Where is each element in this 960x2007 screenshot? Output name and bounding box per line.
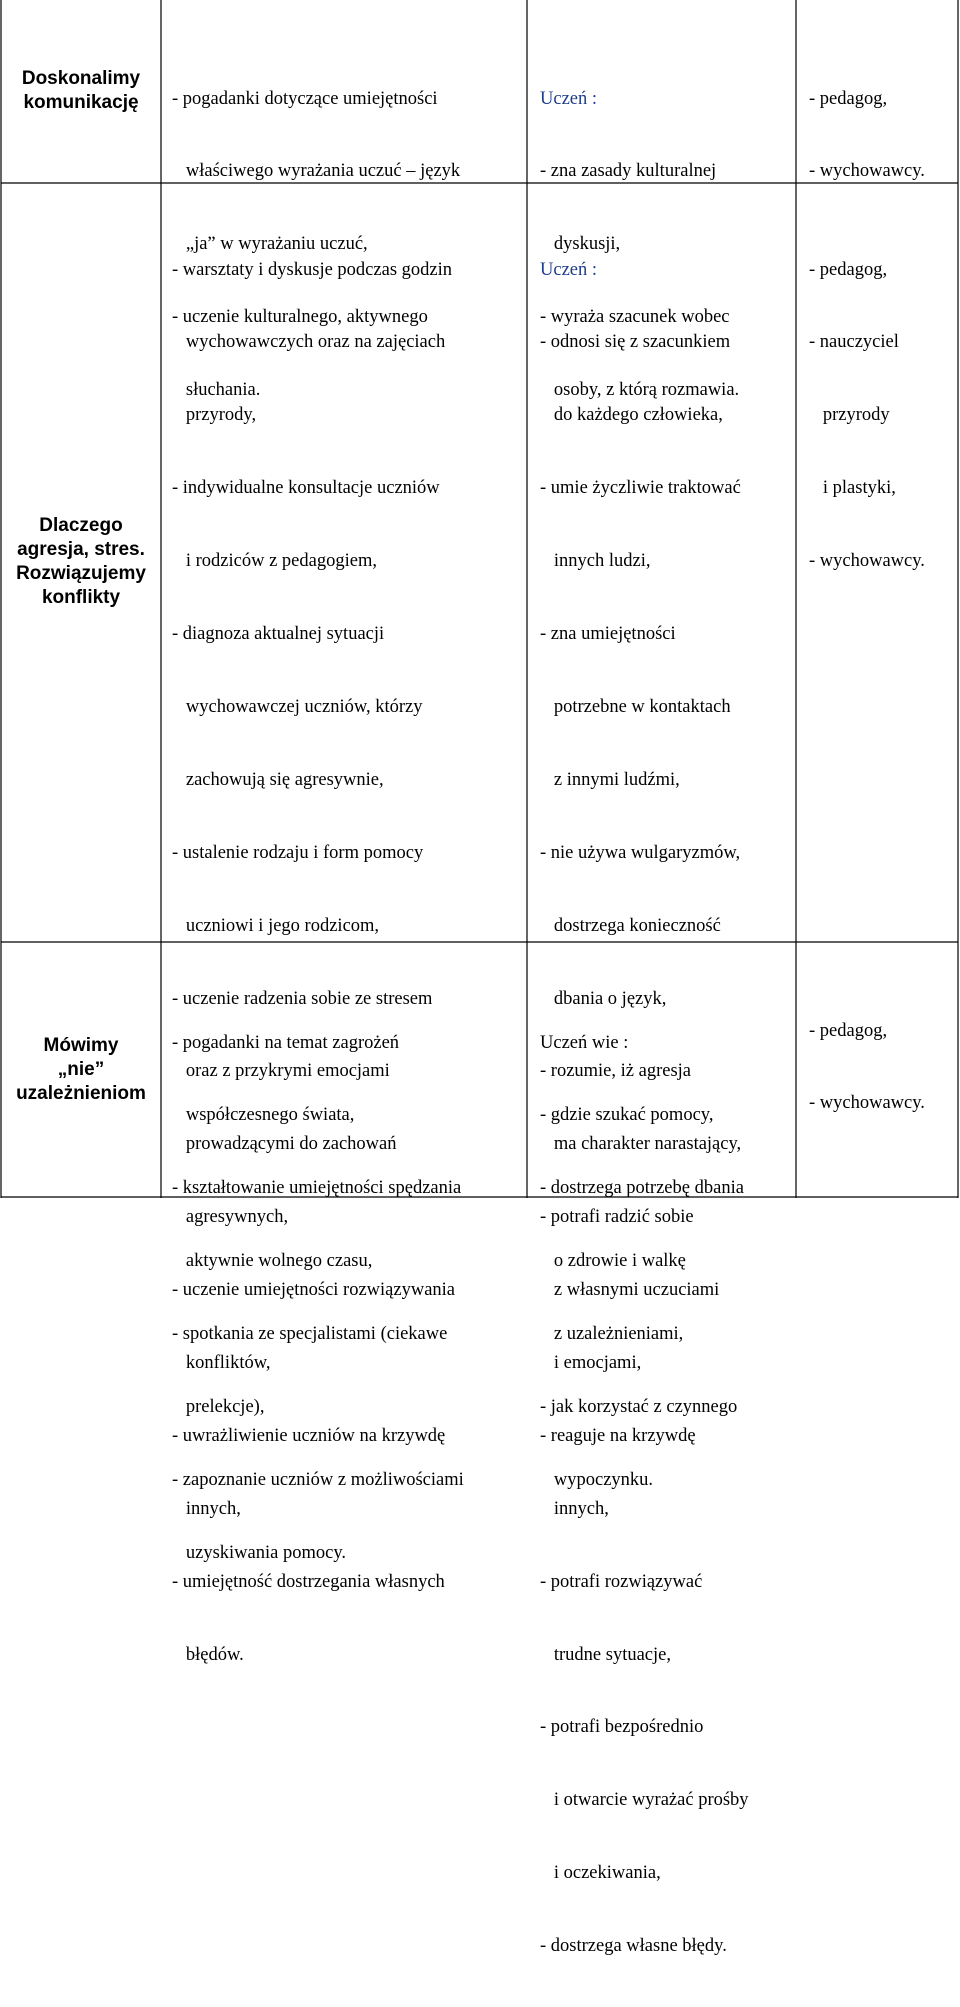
activity-line: - diagnoza aktualnej sytuacji bbox=[172, 624, 385, 645]
outcome-line: Uczeń : bbox=[540, 259, 598, 280]
topic-line: komunikację bbox=[23, 92, 139, 113]
outcome-line: wypoczynku. bbox=[540, 1469, 654, 1490]
outcome-line: dostrzega konieczność bbox=[540, 915, 721, 936]
outcome-line: dbania o język, bbox=[540, 988, 667, 1009]
outcome-line: - zna umiejętności bbox=[540, 624, 676, 645]
responsible-line: - wychowawcy. bbox=[809, 1093, 925, 1114]
responsible-line: - nauczyciel bbox=[809, 332, 899, 353]
topic-line: uzależnieniom bbox=[16, 1083, 146, 1104]
outcome-line: trudne sytuacje, bbox=[540, 1644, 671, 1665]
activity-line: agresywnych, bbox=[172, 1207, 289, 1228]
responsible-line: - wychowawcy. bbox=[809, 551, 925, 572]
responsible-line: - pedagog, bbox=[809, 259, 888, 280]
outcome-line: - jak korzystać z czynnego bbox=[540, 1397, 738, 1418]
outcome-line: z własnymi uczuciami bbox=[540, 1280, 720, 1301]
topic-line: „nie” bbox=[57, 1059, 105, 1080]
outcome-line: - umie życzliwie traktować bbox=[540, 478, 741, 499]
activity-line: wychowawczej uczniów, którzy bbox=[172, 696, 423, 717]
activity-line: - ustalenie rodzaju i form pomocy bbox=[172, 842, 424, 863]
activity-line: - uczenie umiejętności rozwiązywania bbox=[172, 1280, 456, 1301]
activity-line: błędów. bbox=[172, 1644, 244, 1665]
outcome-line: - potrafi radzić sobie bbox=[540, 1207, 694, 1228]
outcome-line: innych ludzi, bbox=[540, 551, 651, 572]
outcome-line: z uzależnieniami, bbox=[540, 1324, 684, 1345]
outcome-line: - gdzie szukać pomocy, bbox=[540, 1105, 714, 1126]
activity-line: oraz z przykrymi emocjami bbox=[172, 1061, 390, 1082]
activity-line: - kształtowanie umiejętności spędzania bbox=[172, 1178, 462, 1199]
activity-line: - umiejętność dostrzegania własnych bbox=[172, 1571, 445, 1592]
responsible-line: - wychowawcy. bbox=[809, 161, 925, 182]
outcome-line: - odnosi się z szacunkiem bbox=[540, 332, 731, 353]
activity-line: słuchania. bbox=[172, 380, 261, 401]
outcome-line: dyskusji, bbox=[540, 234, 621, 255]
outcome-line: Uczeń wie : bbox=[540, 1032, 629, 1053]
outcome-line: - zna zasady kulturalnej bbox=[540, 161, 717, 182]
responsible-line: i plastyki, bbox=[809, 478, 896, 499]
activity-line: zachowują się agresywnie, bbox=[172, 769, 384, 790]
outcome-line: do każdego człowieka, bbox=[540, 405, 723, 426]
activity-line: i rodziców z pedagogiem, bbox=[172, 551, 377, 572]
activity-line: prowadzącymi do zachowań bbox=[172, 1134, 397, 1155]
row-3-topic bbox=[2, 1034, 160, 1106]
outcome-line: - nie używa wulgaryzmów, bbox=[540, 842, 741, 863]
activity-line: - warsztaty i dyskusje podczas godzin bbox=[172, 259, 452, 280]
topic-line: Rozwiązujemy bbox=[16, 563, 146, 584]
activity-line: aktywnie wolnego czasu, bbox=[172, 1251, 373, 1272]
topic-line: Doskonalimy bbox=[21, 68, 141, 89]
topic-line: agresja, stres. bbox=[17, 539, 145, 560]
row-2-responsible bbox=[809, 209, 925, 622]
activity-line: innych, bbox=[172, 1498, 241, 1519]
outcome-line: - dostrzega potrzebę dbania bbox=[540, 1178, 744, 1199]
outcome-line: - wyraża szacunek wobec bbox=[540, 307, 730, 328]
outcome-line: - reaguje na krzywdę bbox=[540, 1425, 696, 1446]
activity-line: - zapoznanie uczniów z możliwościami bbox=[172, 1469, 464, 1490]
topic-line: konflikty bbox=[41, 587, 121, 608]
topic-line: Dlaczego bbox=[39, 515, 123, 536]
row-1-responsible bbox=[809, 38, 925, 232]
activity-line: współczesnego świata, bbox=[172, 1105, 355, 1126]
activity-line: - uczenie radzenia sobie ze stresem bbox=[172, 988, 433, 1009]
row-1-topic bbox=[2, 67, 160, 115]
activity-line: „ja” w wyrażaniu uczuć, bbox=[172, 234, 368, 255]
activity-line: - uczenie kulturalnego, aktywnego bbox=[172, 307, 428, 328]
outcome-line: innych, bbox=[540, 1498, 609, 1519]
activity-line: - pogadanki dotyczące umiejętności bbox=[172, 88, 438, 109]
responsible-line: - pedagog, bbox=[809, 1020, 888, 1041]
outcome-line: i otwarcie wyrażać prośby bbox=[540, 1790, 749, 1811]
outcome-line: - potrafi bezpośrednio bbox=[540, 1717, 704, 1738]
responsible-line: przyrody bbox=[809, 405, 890, 426]
outcome-line: i oczekiwania, bbox=[540, 1863, 661, 1884]
outcome-line: - rozumie, iż agresja bbox=[540, 1061, 692, 1082]
outcome-line: o zdrowie i walkę bbox=[540, 1251, 686, 1272]
row-3-activities bbox=[172, 982, 464, 1614]
activity-line: uczniowi i jego rodzicom, bbox=[172, 915, 380, 936]
activity-line: wychowawczych oraz na zajęciach bbox=[172, 332, 446, 353]
outcome-line: osoby, z którą rozmawia. bbox=[540, 380, 740, 401]
outcome-line: z innymi ludźmi, bbox=[540, 769, 680, 790]
outcome-line: ma charakter narastający, bbox=[540, 1134, 742, 1155]
row-2-topic bbox=[2, 514, 160, 610]
responsible-line: - pedagog, bbox=[809, 88, 888, 109]
activity-line: - spotkania ze specjalistami (ciekawe bbox=[172, 1324, 448, 1345]
activity-line: - pogadanki na temat zagrożeń bbox=[172, 1032, 400, 1053]
activity-line: przyrody, bbox=[172, 405, 257, 426]
activity-line: prelekcje), bbox=[172, 1397, 265, 1418]
row-3-responsible bbox=[809, 970, 925, 1164]
row-3-outcomes bbox=[540, 982, 744, 1541]
outcome-line: Uczeń : bbox=[540, 88, 598, 109]
topic-line: Mówimy bbox=[43, 1035, 119, 1056]
outcome-line: potrzebne w kontaktach bbox=[540, 696, 731, 717]
outcome-line: - potrafi rozwiązywać bbox=[540, 1571, 703, 1592]
activity-line: - indywidualne konsultacje uczniów bbox=[172, 478, 440, 499]
activity-line: uzyskiwania pomocy. bbox=[172, 1542, 346, 1563]
activity-line: właściwego wyrażania uczuć – język bbox=[172, 161, 461, 182]
outcome-line: i emocjami, bbox=[540, 1352, 642, 1373]
outcome-line: - dostrzega własne błędy. bbox=[540, 1936, 727, 1957]
activity-line: - uwrażliwienie uczniów na krzywdę bbox=[172, 1425, 446, 1446]
activity-line: konfliktów, bbox=[172, 1352, 271, 1373]
